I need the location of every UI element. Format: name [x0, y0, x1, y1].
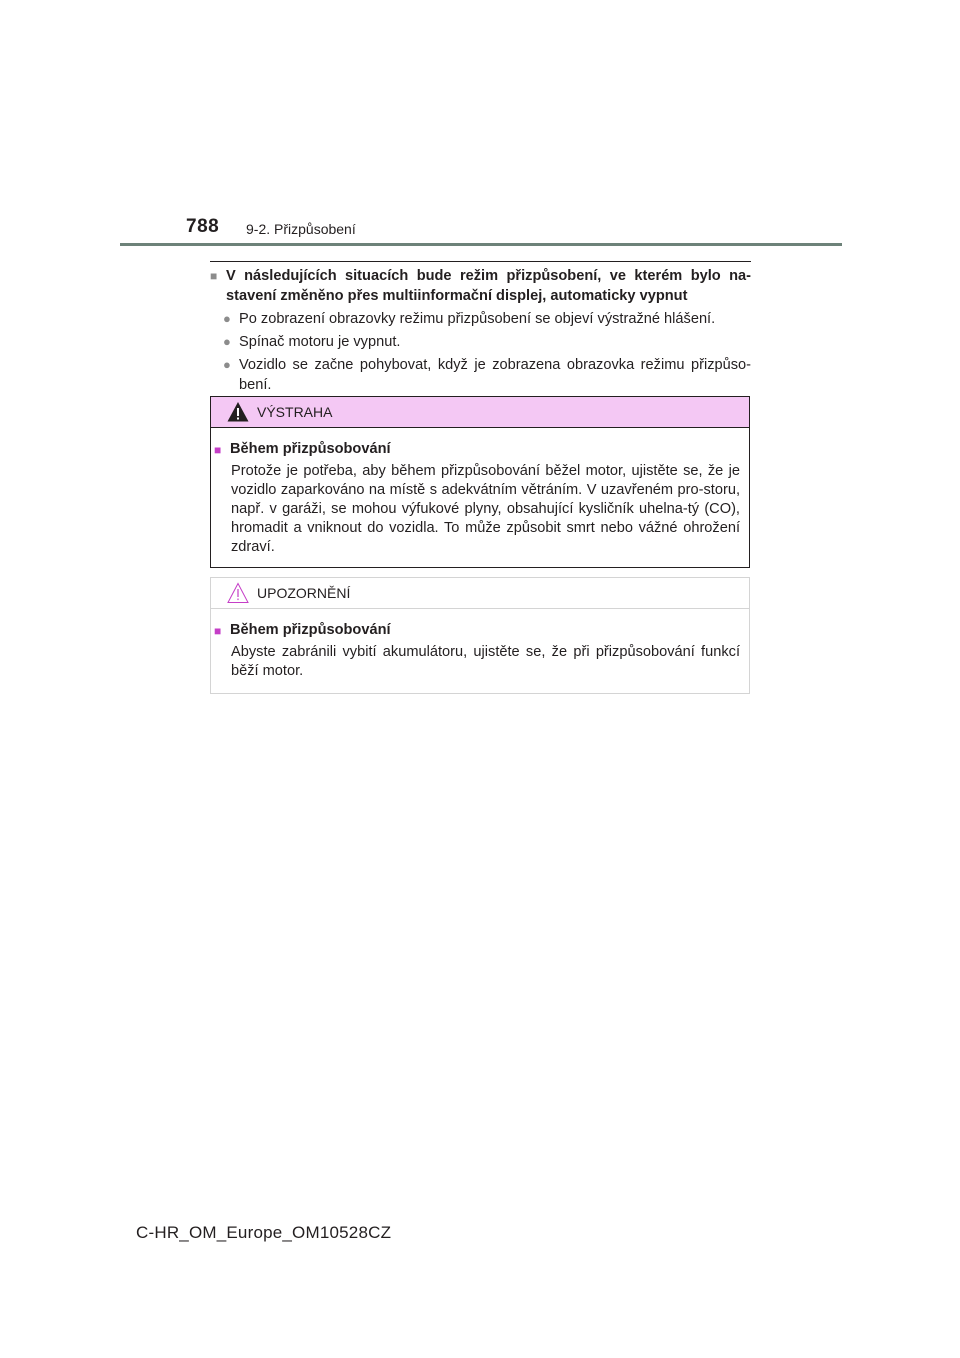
notice-label: UPOZORNĚNÍ [257, 585, 351, 601]
warning-triangle-icon [227, 401, 249, 423]
list-item [210, 355, 751, 395]
notice-body [211, 609, 749, 681]
notice-heading-text: Během přizpůsobování [230, 622, 391, 638]
notice-header [211, 578, 749, 609]
warning-heading-text: Během přizpůsobování [230, 441, 391, 457]
main-heading [210, 266, 751, 306]
warning-label: VÝSTRAHA [257, 404, 333, 420]
section-title: 9-2. Přizpůsobení [246, 221, 356, 237]
warning-box [210, 396, 750, 568]
list-item-text: Vozidlo se začne pohybovat, když je zobrazena obrazovka režimu přizpůso-bení. [239, 357, 751, 393]
caution-triangle-icon [227, 582, 249, 604]
warning-heading [214, 440, 740, 460]
notice-heading [214, 621, 740, 641]
page-number: 788 [186, 216, 220, 237]
header-rule [120, 243, 842, 246]
content-rule [210, 261, 751, 262]
round-bullet-icon: ● [223, 311, 231, 326]
list-item [210, 309, 751, 329]
square-bullet-icon: ■ [214, 624, 222, 638]
notice-box [210, 577, 750, 694]
list-item-text: Po zobrazení obrazovky režimu přizpůsobení se objeví výstražné hlášení. [239, 311, 716, 327]
warning-body [211, 428, 749, 557]
document-code: C-HR_OM_Europe_OM10528CZ [136, 1223, 392, 1242]
list-item [210, 332, 751, 352]
round-bullet-icon: ● [223, 334, 231, 349]
main-content [210, 266, 751, 395]
warning-header [211, 397, 749, 428]
list-item-text: Spínač motoru je vypnut. [239, 334, 401, 350]
square-bullet-icon: ■ [214, 443, 222, 457]
main-heading-text: V následujících situacích bude režim přizpůsobení, ve kterém bylo na-stavení změněno přes multiinformační displej, automaticky vypnut [226, 268, 751, 304]
notice-text: Abyste zabránili vybití akumulátoru, ujistěte se, že při přizpůsobování funkcí běží motor. [231, 644, 740, 679]
square-bullet-icon: ■ [210, 269, 218, 283]
warning-text: Protože je potřeba, aby během přizpůsobování běžel motor, ujistěte se, že je vozidlo zaparkováno na místě s adekvátním větráním. V uzavřeném pro-storu, např. v garáži, se mohou výfukové plyny, obsahující kysličník uhelna-tý (CO), hromadit a vniknout do vozidla. To může způsobit smrt nebo vážné ohrožení zdraví. [231, 463, 740, 555]
round-bullet-icon: ● [223, 357, 231, 372]
bullet-list [210, 309, 751, 395]
